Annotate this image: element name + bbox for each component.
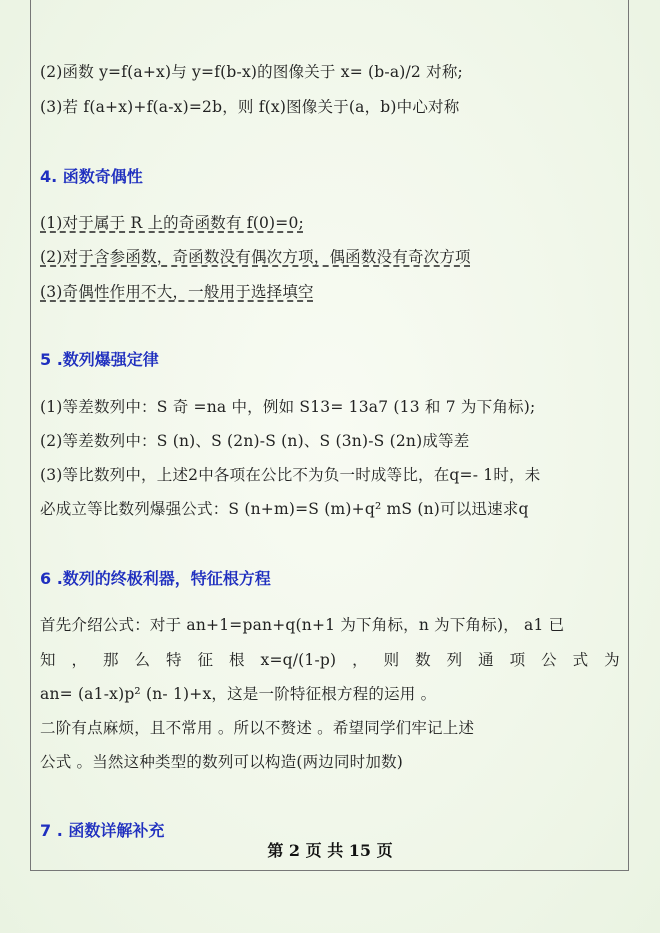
- section-heading: 4. 函数奇偶性: [40, 167, 143, 186]
- text-line: 二阶有点麻烦，且不常用 。所以不赘述 。希望同学们牢记上述: [40, 719, 475, 737]
- text-line: 公式 。当然这种类型的数列可以构造(两边同时加数): [40, 753, 404, 771]
- justified-word: 数: [415, 651, 431, 669]
- text-line: an= (a1-x)p² (n- 1)+x，这是一阶特征根方程的运用 。: [40, 685, 437, 703]
- justified-word: 根: [229, 651, 245, 669]
- text-line: (3)奇偶性作用不大，一般用于选择填空: [40, 283, 314, 301]
- text-line: 必成立等比数列爆强公式：S (n+m)=S (m)+q² mS (n)可以迅速求q: [40, 500, 529, 518]
- justified-word: ，: [71, 651, 88, 669]
- text-line: (1)等差数列中：S 奇 =na 中，例如 S13= 13a7 (13 和 7 为下角标);: [40, 398, 536, 416]
- text-line-justified: [40, 649, 620, 671]
- justified-word: 则: [383, 651, 400, 669]
- justified-word: 为: [604, 651, 620, 669]
- justified-word: 征: [197, 651, 214, 669]
- text-line: (2)函数 y=f(a+x)与 y=f(b-x)的图像关于 x= (b-a)/2 对称;: [40, 63, 463, 81]
- justified-word: 那: [103, 651, 119, 669]
- justified-word: 列: [446, 651, 463, 669]
- text-line: 首先介绍公式：对于 an+1=pan+q(n+1 为下角标，n 为下角标)， a1 已: [40, 616, 565, 634]
- justified-word: 通: [478, 651, 494, 669]
- page-footer: 第 2 页 共 15 页: [267, 841, 393, 860]
- justified-word: 知: [40, 651, 56, 669]
- justified-word: 特: [166, 651, 182, 669]
- section-heading: 7 . 函数详解补充: [40, 821, 165, 840]
- section-heading: 5 .数列爆强定律: [40, 350, 159, 369]
- justified-word: 式: [572, 651, 589, 669]
- text-line: (2)对于含参函数，奇函数没有偶次方项，偶函数没有奇次方项: [40, 248, 471, 266]
- text-line: (3)若 f(a+x)+f(a-x)=2b，则 f(x)图像关于(a，b)中心对称: [40, 98, 460, 116]
- justified-word: 么: [134, 651, 151, 669]
- justified-word: 公: [541, 651, 557, 669]
- justified-word: x=q/(1-p): [260, 651, 337, 669]
- text-line: (3)等比数列中，上述2中各项在公比不为负一时成等比，在q=- 1时，未: [40, 466, 541, 484]
- section-heading: 6 .数列的终极利器，特征根方程: [40, 569, 271, 588]
- text-line: (1)对于属于 R 上的奇函数有 f(0)=0;: [40, 214, 304, 232]
- text-line: (2)等差数列中：S (n)、S (2n)-S (n)、S (3n)-S (2n)成等差: [40, 432, 470, 450]
- justified-word: ，: [352, 651, 368, 669]
- justified-word: 项: [509, 651, 526, 669]
